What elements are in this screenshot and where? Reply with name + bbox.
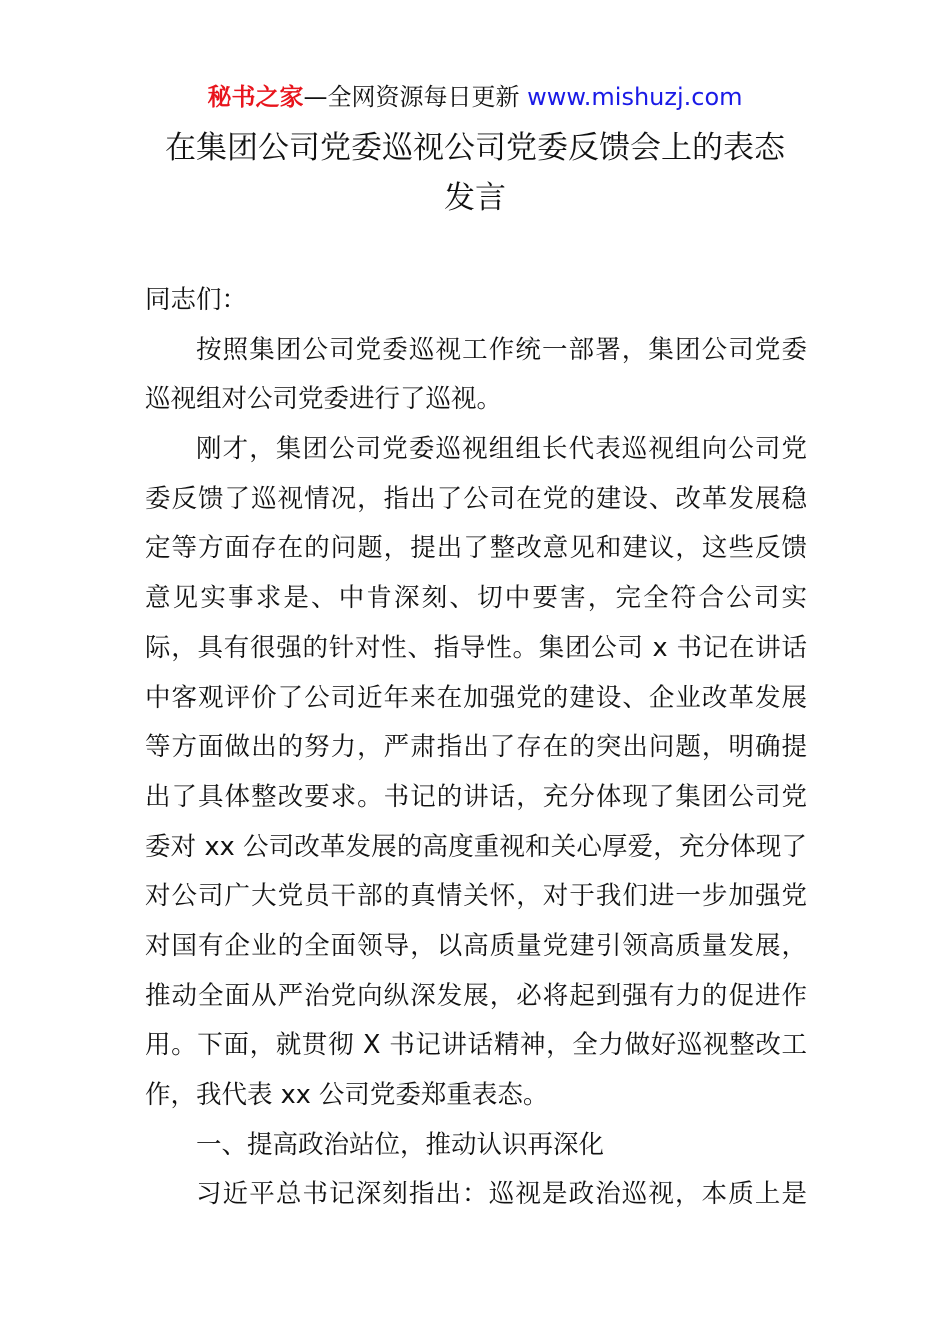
paragraph-line: 推动全面从严治党向纵深发展，必将起到强有力的促进作 xyxy=(145,980,807,1011)
paragraph-line: 对公司广大党员干部的真情关怀，对于我们进一步加强党 xyxy=(145,881,807,912)
paragraph-line: 定等方面存在的问题，提出了整改意见和建议，这些反馈 xyxy=(145,533,807,564)
paragraph-line: 按照集团公司党委巡视工作统一部署，集团公司党委 xyxy=(196,334,807,365)
paragraph-line: 意见实事求是、中肯深刻、切中要害，完全符合公司实 xyxy=(145,583,807,614)
paragraph-line: 作，我代表 xx 公司党委郑重表态。 xyxy=(145,1080,549,1110)
site-url-link[interactable]: www.mishuzj.com xyxy=(527,83,743,111)
paragraph-line: 等方面做出的努力，严肃指出了存在的突出问题，明确提 xyxy=(145,732,807,763)
site-brand: 秘书之家 xyxy=(207,83,304,111)
paragraph-line: 委对 xx 公司改革发展的高度重视和关心厚爱，充分体现了 xyxy=(145,831,807,862)
paragraph-line: 巡视组对公司党委进行了巡视。 xyxy=(145,384,503,415)
document-body xyxy=(145,276,807,1220)
section-heading: 一、提高政治站位，推动认识再深化 xyxy=(196,1129,605,1160)
paragraph-line: 出了具体整改要求。书记的讲话，充分体现了集团公司党 xyxy=(145,781,807,812)
salutation: 同志们： xyxy=(145,285,248,315)
site-header xyxy=(0,80,950,114)
document-title xyxy=(100,123,850,223)
title-line-1: 在集团公司党委巡视公司党委反馈会上的表态 xyxy=(165,130,785,166)
paragraph-line: 际，具有很强的针对性、指导性。集团公司 x 书记在讲话 xyxy=(145,632,807,663)
paragraph-line: 中客观评价了公司近年来在加强党的建设、企业改革发展 xyxy=(145,682,807,713)
paragraph-line: 刚才，集团公司党委巡视组组长代表巡视组向公司党 xyxy=(196,434,807,465)
paragraph-line: 对国有企业的全面领导，以高质量党建引领高质量发展， xyxy=(145,930,807,961)
paragraph-line: 习近平总书记深刻指出：巡视是政治巡视，本质上是 xyxy=(196,1179,807,1210)
site-tagline: —全网资源每日更新 xyxy=(303,83,528,111)
paragraph-line: 委反馈了巡视情况，指出了公司在党的建设、改革发展稳 xyxy=(145,483,807,514)
title-line-2: 发言 xyxy=(444,180,506,216)
paragraph-line: 用。下面，就贯彻 X 书记讲话精神，全力做好巡视整改工 xyxy=(145,1030,807,1061)
